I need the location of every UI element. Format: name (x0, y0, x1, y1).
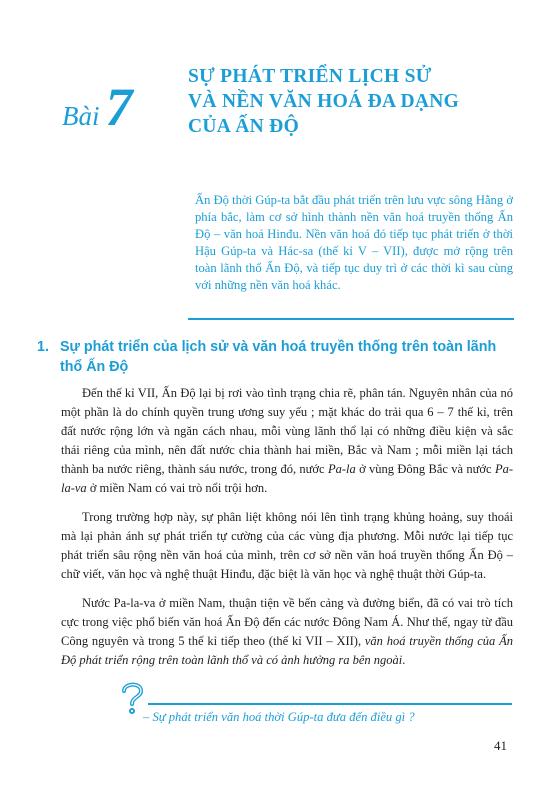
paragraph (61, 594, 513, 670)
lesson-number (62, 76, 133, 138)
lesson-label: Bài (62, 101, 100, 131)
text-run: ở miền Nam có vai trò nổi trội hơn. (86, 481, 268, 495)
section-number: 1. (37, 339, 49, 355)
lesson-title-line: VÀ NỀN VĂN HOÁ ĐA DẠNG (188, 91, 460, 112)
paragraph (61, 508, 513, 584)
review-question: – Sự phát triển văn hoá thời Gúp-ta đưa đến điều gì ? (143, 710, 415, 724)
intro-paragraph: Ấn Độ thời Gúp-ta bắt đầu phát triển trên lưu vực sông Hằng ở phía bắc, làm cơ sở hình thành nền văn hoá truyền thống Ấn Độ – văn hoá Hinđu. Nền văn hoá đó tiếp tục phát triển ở thời Hậu Gúp-ta và Hác-sa (thế kỉ V – VII), được mở rộng trên toàn lãnh thổ Ấn Độ, và tiếp tục duy trì ở các thời kì sau cùng với những nền văn hoá khác. (195, 193, 513, 292)
italic-run: Pa-la-va (61, 462, 513, 495)
text-run: Trong trường hợp này, sự phân liệt không nói lên tình trạng khủng hoảng, suy thoái mà lại phản ánh sự phát triển tự cường của các vùng địa phương. Mỗi nước lại tiếp tục phát triển sâu rộng nền văn hoá của mình, trên cơ sở nền văn hoá truyền thống Ấn Độ – chữ viết, văn học và nghệ thuật Hinđu, đặc biệt là văn học và nghệ thuật thời Gúp-ta. (61, 510, 513, 581)
page-number: 41 (494, 738, 507, 753)
paragraph (61, 384, 513, 498)
lesson-title-line: SỰ PHÁT TRIỂN LỊCH SỬ (188, 66, 432, 87)
text-run: ở vùng Đông Bắc và nước (355, 462, 495, 476)
lesson-title (188, 64, 518, 139)
section-title: Sự phát triển của lịch sử và văn hoá truyền thống trên toàn lãnh thổ Ấn Độ (60, 339, 497, 375)
text-run: Nước Pa-la-va ở miền Nam, thuận tiện về bến cảng và đường biển, đã có vai trò tích cực trong việc phổ biến văn hoá Ấn Độ đến các nước Đông Nam Á. Như thế, ngay từ đầu Công nguyên và trong 5 thế kỉ tiếp theo (thế kỉ VII – XII), (61, 596, 513, 648)
text-run: . (402, 653, 406, 667)
question-divider (148, 703, 512, 705)
italic-run: văn hoá truyền thống của Ấn Độ phát triển rộng trên toàn lãnh thổ và có ảnh hưởng ra bên ngoài (61, 634, 513, 667)
lesson-number-value: 7 (105, 77, 133, 137)
lesson-title-line: CỦA ẤN ĐỘ (188, 116, 300, 137)
body-text (61, 384, 513, 680)
italic-run: Pa-la (327, 462, 356, 476)
intro-divider (188, 318, 514, 320)
section-heading (37, 337, 517, 377)
text-run: Đến thế kỉ VII, Ấn Độ lại bị rơi vào tình trạng chia rẽ, phân tán. Nguyên nhân của nó một phần là do chính quyền trung ương suy yếu ; mặt khác do trải qua 6 – 7 thế kỉ, trên đất nước rộng lớn và ngăn cách nhau, mỗi vùng lãnh thổ lại có những điều kiện và sắc thái riêng của mình, nên đất nước chia thành hai miền, Bắc và Nam ; mỗi miền lại tách thành ba nước riêng, thành sáu nước, trong đó, nước (61, 386, 513, 476)
